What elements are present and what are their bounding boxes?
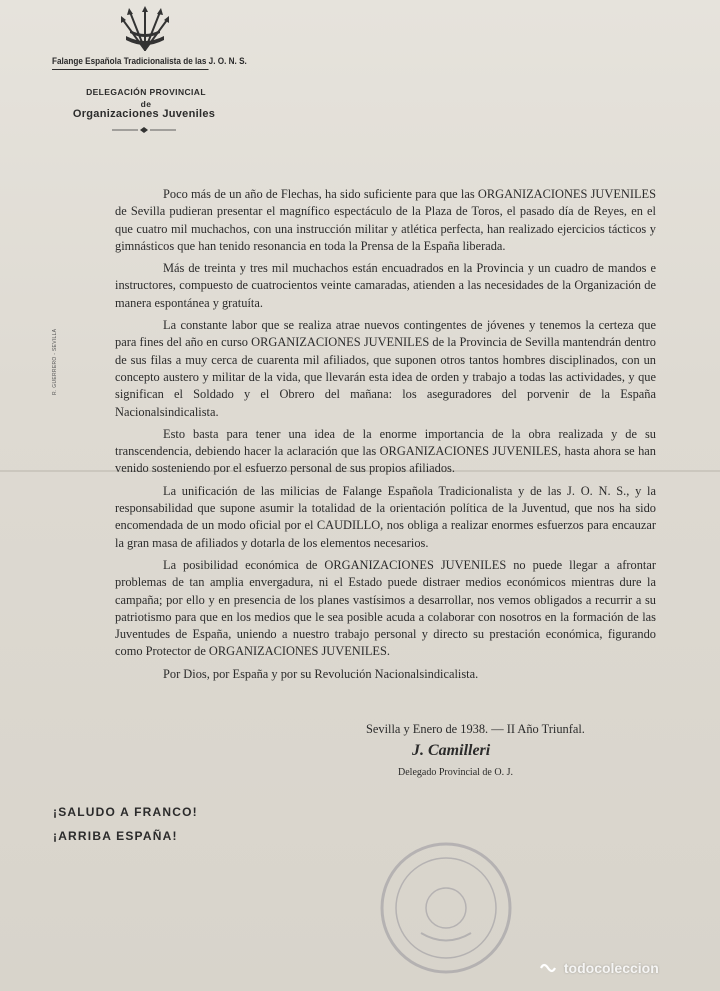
printer-mark: R. GUERRERO - SEVILLA [52, 328, 58, 395]
letter-body [115, 186, 656, 683]
watermark [540, 960, 659, 976]
salute-franco: ¡SALUDO A FRANCO! [53, 805, 198, 819]
ornament-divider-icon [112, 126, 176, 134]
ink-stamp-seal [376, 838, 516, 978]
watermark-text: todocoleccion [563, 960, 659, 976]
salute-espana: ¡ARRIBA ESPAÑA! [53, 829, 178, 843]
delegation-line-1: DELEGACIÓN PROVINCIAL [86, 87, 206, 97]
paragraph: Esto basta para tener una idea de la enorme importancia de la obra realizada y de su transcendencia, debiendo hacer la aclaración que las ORGANIZACIONES JUVENILES, hasta ahora se han venido sosteniendo por el esfuerzo personal de sus propios afiliados. [115, 426, 656, 476]
paragraph: La unificación de las milicias de Falange Española Tradicionalista y de las J. O. N. S., y la responsabilidad que supone asumir la totalidad de la orientación política de la Juventud, que nos ha sido encomendada de un modo oficial por el CAUDILLO, nos obliga a realizar enormes esfuerzos para encauzar la gran masa de afiliados y dotarla de los elementos necesarios. [115, 483, 656, 550]
paragraph: La posibilidad económica de ORGANIZACIONES JUVENILES no puede llegar a afrontar problemas de tan amplia envergadura, ni el Estado puede distraer medios económicos mientras dure la campaña; por ello y en presencia de los planes vastísimos a desarrollar, nos vemos obligados a recurrir a su patriotismo para que en los medios que le sea posible acuda a colaborar con nosotros en la formación de las Juventudes de España, uniendo a nuestro trabajo personal y directo su prestación económica, figurando como Protector de ORGANIZACIONES JUVENILES. [115, 557, 656, 659]
paragraph: La constante labor que se realiza atrae nuevos contingentes de jóvenes y tenemos la certeza que para fines del año en curso ORGANIZACIONES JUVENILES de la Provincia de Sevilla mantendrán dentro de sus filas a muy cerca de cuarenta mil afiliados, que suponen otros tantos hombres disciplinados, con un concepto austero y militar de la vida, que llevarán esta idea de orden y trabajo a todas las actividades, y que significan el Soldado y el Obrero del mañana: los aseguradores del porvenir de la España Nacionalsindicalista. [115, 318, 656, 419]
paragraph: Por Dios, por España y por su Revolución Nacionalsindicalista. [163, 666, 479, 681]
department-name: Organizaciones Juveniles [72, 108, 216, 120]
delegation-heading [60, 86, 232, 110]
yoke-and-arrows-icon [120, 6, 170, 52]
signatory-title: Delegado Provincial de O. J. [398, 767, 513, 778]
signature: J. Camilleri [412, 742, 491, 759]
delegation-line-2: de [140, 99, 152, 109]
organization-name: Falange Española Tradicionalista de las J. O. N. S. [52, 56, 209, 70]
paragraph: Más de treinta y tres mil muchachos están encuadrados en la Provincia y un cuadro de mandos e instructores, compuesto de cuatrocientos veinte camaradas, atienden a las necesidades de la Organización de manera espontánea y gratuíta. [115, 261, 656, 310]
paragraph: Poco más de un año de Flechas, ha sido suficiente para que las ORGANIZACIONES JUVENILES de Sevilla pudieran presentar el magnífico espectáculo de la Plaza de Toros, el pasado día de Reyes, en el que cuatro mil muchachos, con una instrucción militar y atlética perfecta, han realizado ejercicios tácticos y gimnásticos que han tenido resonancia en toda la Prensa de la España liberada. [115, 187, 656, 253]
date-line: Sevilla y Enero de 1938. — II Año Triunfal. [366, 722, 585, 736]
todocoleccion-logo-icon [540, 962, 556, 974]
